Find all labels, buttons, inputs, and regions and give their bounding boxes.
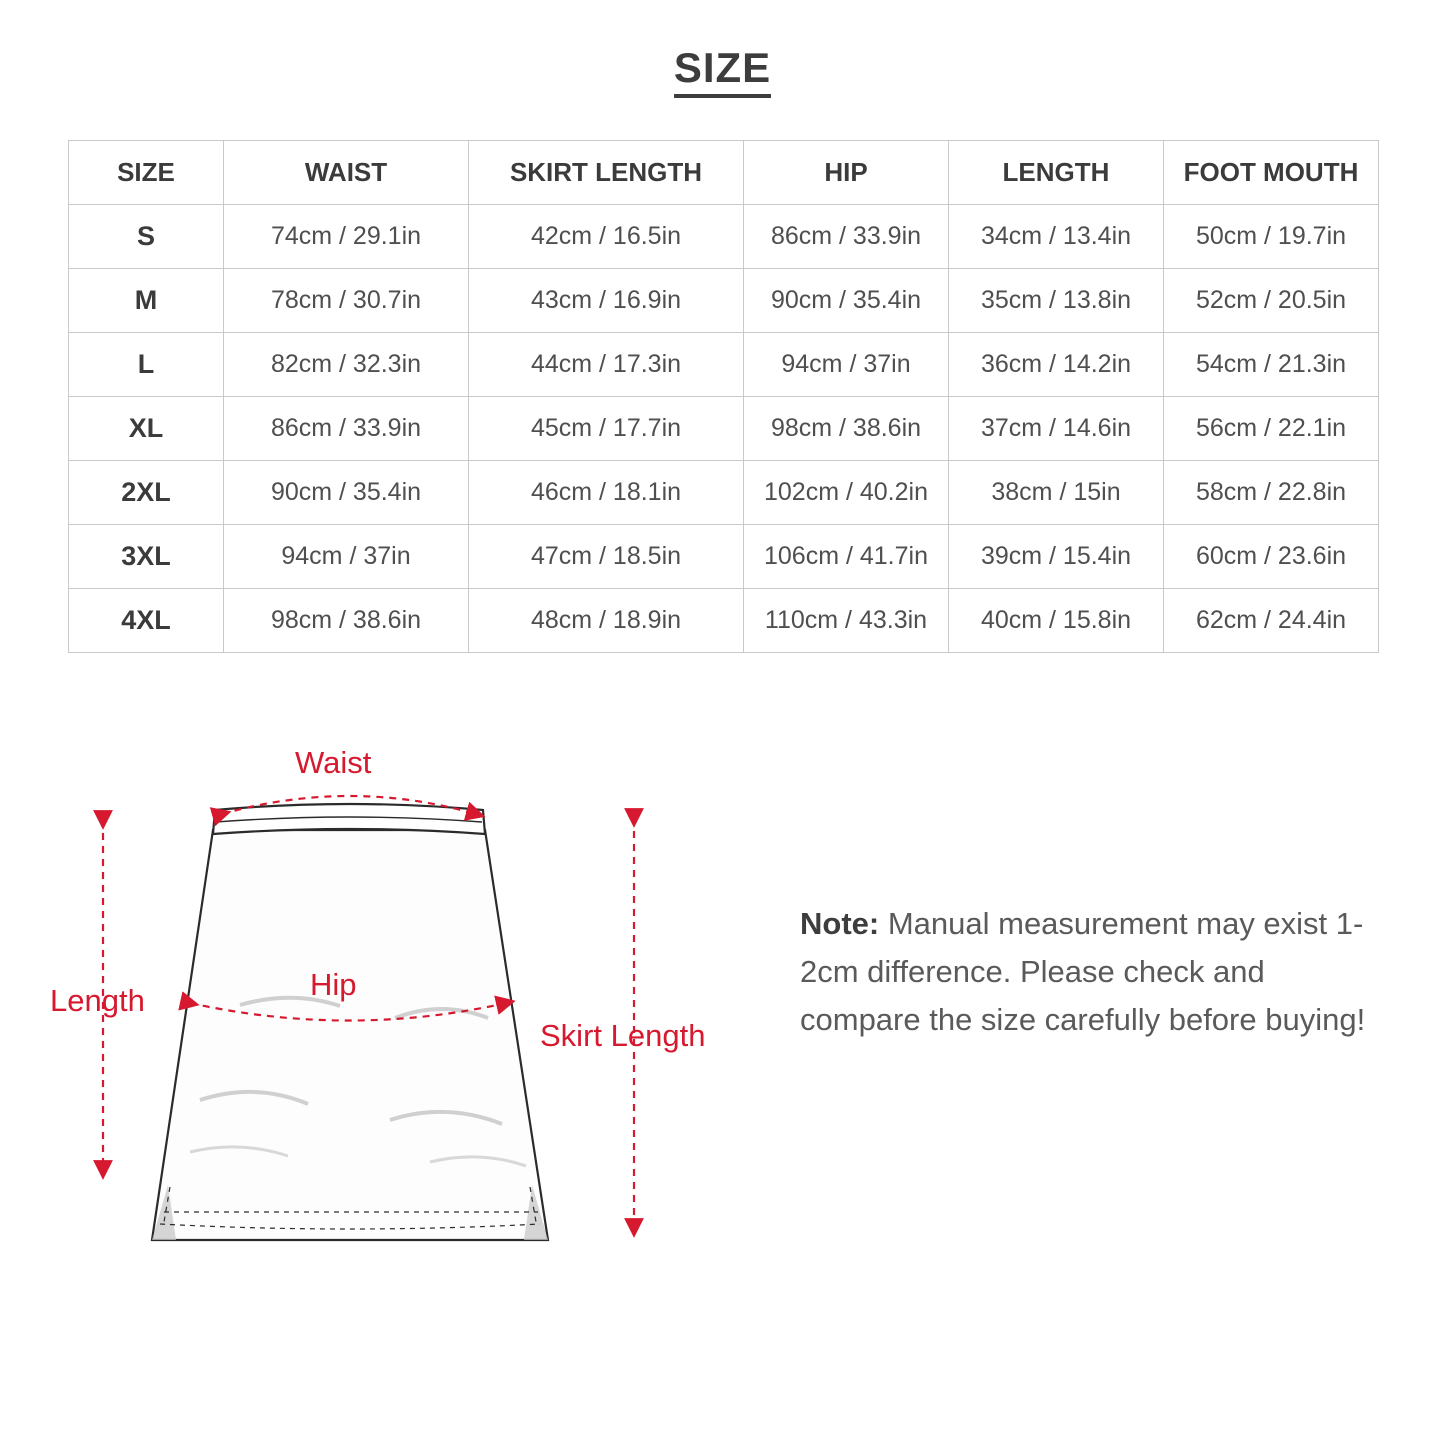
measurement-diagram xyxy=(40,700,760,1300)
cell-waist: 98cm / 38.6in xyxy=(224,589,469,653)
cell-hip: 94cm / 37in xyxy=(744,333,949,397)
cell-size: 4XL xyxy=(69,589,224,653)
cell-size: S xyxy=(69,205,224,269)
waist-label: Waist xyxy=(295,745,372,780)
table-row xyxy=(69,269,1379,333)
column-header-skirt-length: SKIRT LENGTH xyxy=(469,141,744,205)
size-chart-table xyxy=(68,140,1379,653)
cell-length: 38cm / 15in xyxy=(949,461,1164,525)
cell-length: 35cm / 13.8in xyxy=(949,269,1164,333)
cell-size: 3XL xyxy=(69,525,224,589)
cell-size: 2XL xyxy=(69,461,224,525)
cell-waist: 74cm / 29.1in xyxy=(224,205,469,269)
cell-length: 39cm / 15.4in xyxy=(949,525,1164,589)
cell-foot-mouth: 58cm / 22.8in xyxy=(1164,461,1379,525)
note-text: Manual measurement may exist 1-2cm difference. Please check and compare the size carefully before buying! xyxy=(800,906,1366,1038)
cell-skirt-length: 48cm / 18.9in xyxy=(469,589,744,653)
cell-waist: 94cm / 37in xyxy=(224,525,469,589)
cell-size: XL xyxy=(69,397,224,461)
cell-length: 34cm / 13.4in xyxy=(949,205,1164,269)
table-row xyxy=(69,525,1379,589)
cell-skirt-length: 47cm / 18.5in xyxy=(469,525,744,589)
cell-skirt-length: 46cm / 18.1in xyxy=(469,461,744,525)
cell-hip: 86cm / 33.9in xyxy=(744,205,949,269)
cell-skirt-length: 42cm / 16.5in xyxy=(469,205,744,269)
cell-hip: 98cm / 38.6in xyxy=(744,397,949,461)
table-row xyxy=(69,589,1379,653)
table-row xyxy=(69,397,1379,461)
column-header-waist: WAIST xyxy=(224,141,469,205)
cell-hip: 106cm / 41.7in xyxy=(744,525,949,589)
column-header-size: SIZE xyxy=(69,141,224,205)
cell-length: 37cm / 14.6in xyxy=(949,397,1164,461)
cell-length: 40cm / 15.8in xyxy=(949,589,1164,653)
cell-hip: 110cm / 43.3in xyxy=(744,589,949,653)
cell-hip: 90cm / 35.4in xyxy=(744,269,949,333)
column-header-foot-mouth: FOOT MOUTH xyxy=(1164,141,1379,205)
table-row xyxy=(69,333,1379,397)
cell-waist: 82cm / 32.3in xyxy=(224,333,469,397)
cell-waist: 86cm / 33.9in xyxy=(224,397,469,461)
cell-skirt-length: 44cm / 17.3in xyxy=(469,333,744,397)
cell-skirt-length: 45cm / 17.7in xyxy=(469,397,744,461)
length-label: Length xyxy=(50,983,145,1018)
cell-length: 36cm / 14.2in xyxy=(949,333,1164,397)
skirt-length-label: Skirt Length xyxy=(540,1018,706,1053)
page-title-text: SIZE xyxy=(674,44,771,98)
skirt-illustration xyxy=(152,804,548,1240)
cell-size: M xyxy=(69,269,224,333)
table-header-row xyxy=(69,141,1379,205)
cell-waist: 78cm / 30.7in xyxy=(224,269,469,333)
note-block xyxy=(800,900,1370,1044)
cell-foot-mouth: 54cm / 21.3in xyxy=(1164,333,1379,397)
page-title xyxy=(0,44,1445,92)
cell-skirt-length: 43cm / 16.9in xyxy=(469,269,744,333)
cell-foot-mouth: 52cm / 20.5in xyxy=(1164,269,1379,333)
column-header-hip: HIP xyxy=(744,141,949,205)
cell-foot-mouth: 60cm / 23.6in xyxy=(1164,525,1379,589)
cell-foot-mouth: 62cm / 24.4in xyxy=(1164,589,1379,653)
hip-label: Hip xyxy=(310,967,357,1002)
cell-waist: 90cm / 35.4in xyxy=(224,461,469,525)
table-row xyxy=(69,461,1379,525)
cell-foot-mouth: 50cm / 19.7in xyxy=(1164,205,1379,269)
column-header-length: LENGTH xyxy=(949,141,1164,205)
cell-size: L xyxy=(69,333,224,397)
cell-foot-mouth: 56cm / 22.1in xyxy=(1164,397,1379,461)
table-row xyxy=(69,205,1379,269)
cell-hip: 102cm / 40.2in xyxy=(744,461,949,525)
note-label: Note: xyxy=(800,906,880,941)
